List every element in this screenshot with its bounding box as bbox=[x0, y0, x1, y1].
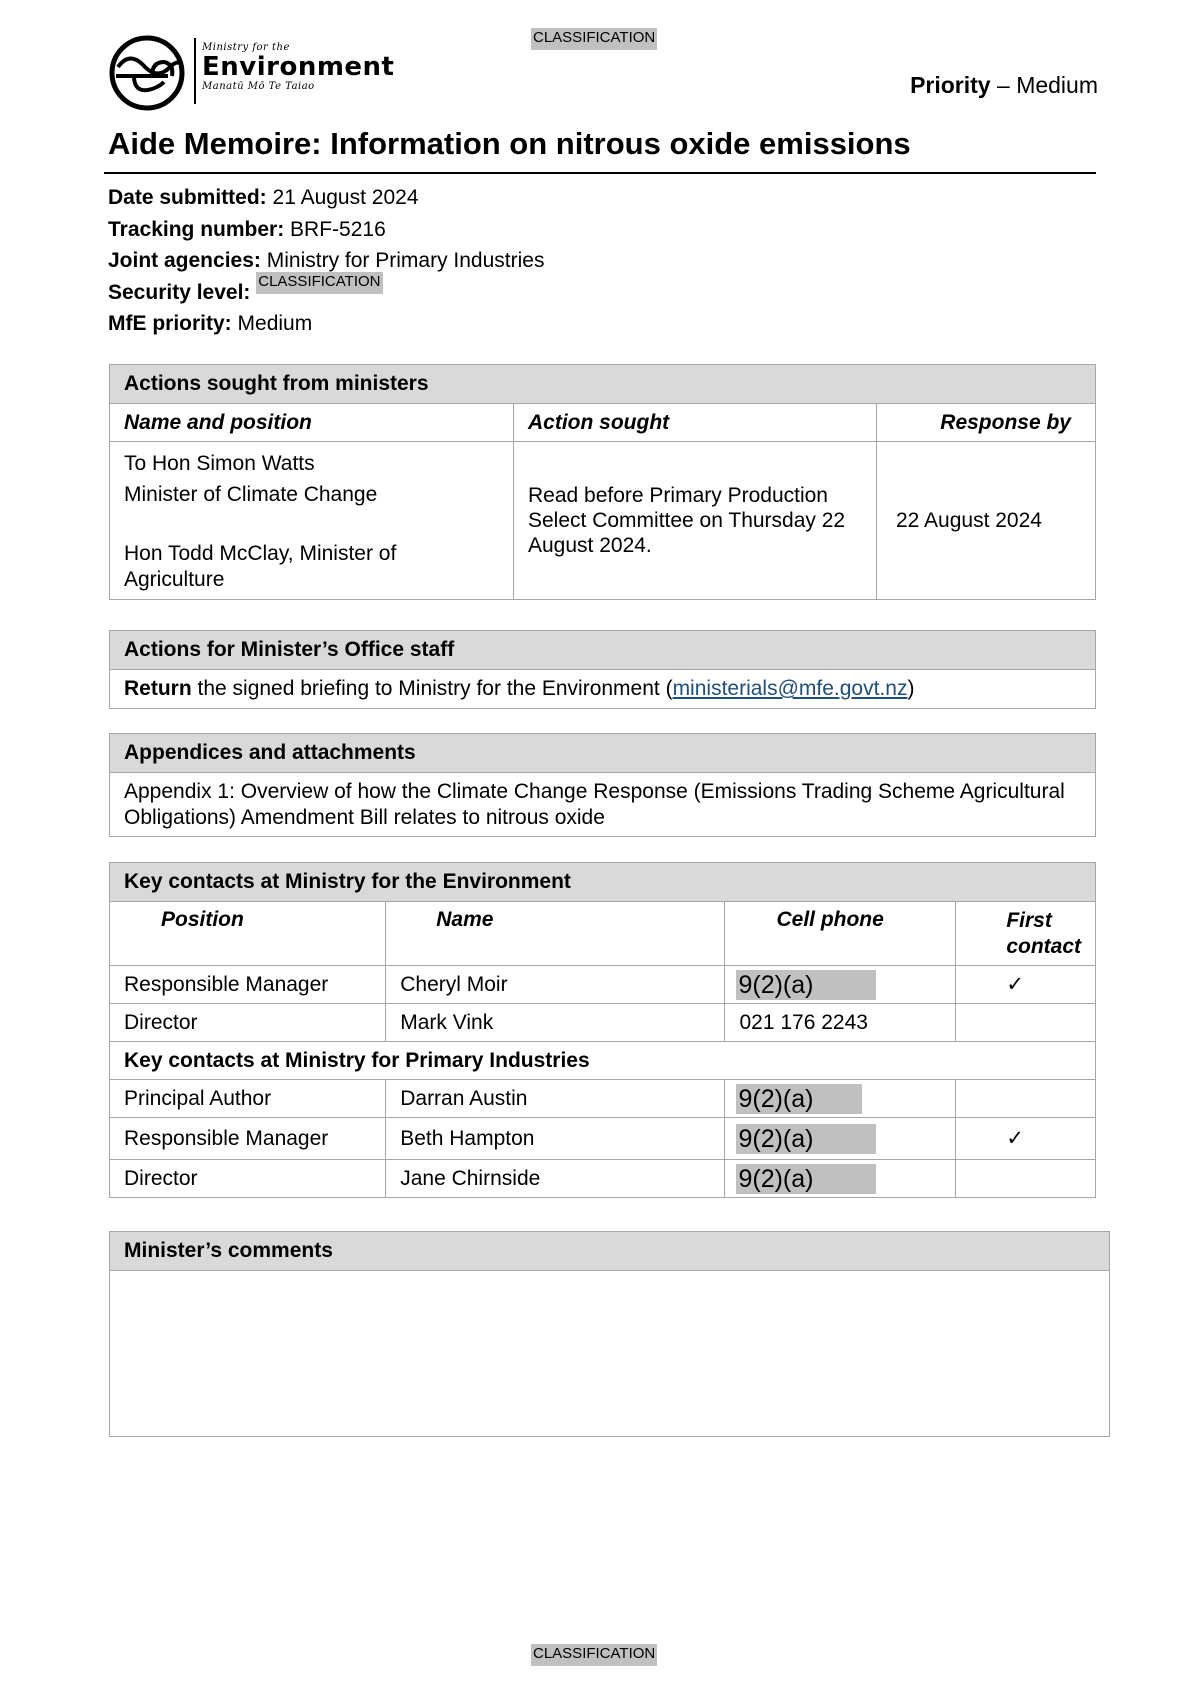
ministers-comments-heading: Minister’s comments bbox=[110, 1232, 1110, 1271]
first-contact-check bbox=[956, 1160, 1096, 1198]
col-cell-phone: Cell phone bbox=[725, 902, 956, 966]
ministerials-email-link[interactable]: ministerials@mfe.govt.nz bbox=[672, 677, 908, 700]
office-staff-table bbox=[109, 630, 1096, 709]
priority-label: Priority bbox=[910, 72, 991, 98]
security-value: CLASSIFICATION bbox=[256, 272, 382, 294]
date-value: 21 August 2024 bbox=[272, 186, 419, 209]
contact-position: Director bbox=[110, 1160, 386, 1198]
first-contact-check bbox=[956, 1080, 1096, 1118]
key-contacts-mpi-heading: Key contacts at Ministry for Primary Industries bbox=[110, 1042, 1096, 1080]
memo-metadata bbox=[108, 182, 544, 340]
contact-position: Principal Author bbox=[110, 1080, 386, 1118]
contact-name: Cheryl Moir bbox=[386, 966, 725, 1004]
appendix-1-text: Appendix 1: Overview of how the Climate Change Response (Emissions Trading Scheme Agricultural Obligations) Amendment Bill relates to nitrous oxide bbox=[110, 773, 1096, 837]
joint-agencies-value: Ministry for Primary Industries bbox=[266, 249, 545, 272]
logo-line1: Ministry for the bbox=[202, 42, 290, 53]
contact-phone-redacted: 9(2)(a) bbox=[736, 970, 876, 1000]
security-label: Security level: bbox=[108, 280, 251, 304]
tracking-label: Tracking number: bbox=[108, 217, 285, 241]
actions-sought-heading: Actions sought from ministers bbox=[110, 365, 1096, 404]
page-title: Aide Memoire: Information on nitrous oxide emissions bbox=[108, 126, 911, 161]
contact-name: Mark Vink bbox=[386, 1004, 725, 1042]
office-staff-heading: Actions for Minister’s Office staff bbox=[110, 631, 1096, 670]
recipients-cell bbox=[110, 442, 514, 600]
table-row bbox=[110, 1004, 1096, 1042]
ministry-logo-icon bbox=[108, 34, 186, 112]
recipient-line-2: Minister of Climate Change bbox=[124, 483, 378, 506]
col-first-contact: First contact bbox=[956, 902, 1096, 966]
contact-phone-redacted: 9(2)(a) bbox=[736, 1124, 876, 1154]
ministry-logo bbox=[106, 32, 396, 112]
key-contacts-table bbox=[109, 862, 1096, 1198]
col-contact-name: Name bbox=[386, 902, 725, 966]
priority-indicator bbox=[910, 72, 1098, 99]
tracking-value: BRF-5216 bbox=[290, 217, 386, 241]
priority-value: Medium bbox=[1016, 72, 1098, 98]
contact-phone: 021 176 2243 bbox=[725, 1004, 956, 1042]
response-by-cell: 22 August 2024 bbox=[877, 442, 1096, 600]
mfe-priority-label: MfE priority: bbox=[108, 312, 232, 335]
joint-agencies-label: Joint agencies: bbox=[108, 249, 261, 272]
action-sought-cell: Read before Primary Production Select Committee on Thursday 22 August 2024. bbox=[514, 442, 877, 600]
appendices-table bbox=[109, 733, 1096, 837]
table-row bbox=[110, 1160, 1096, 1198]
classification-bottom: CLASSIFICATION bbox=[531, 1644, 657, 1666]
ministers-comments-table bbox=[109, 1231, 1110, 1437]
priority-separator: – bbox=[990, 72, 1017, 98]
table-row bbox=[110, 966, 1096, 1004]
contact-phone-redacted: 9(2)(a) bbox=[736, 1084, 862, 1114]
col-name-position: Name and position bbox=[110, 404, 514, 442]
table-row bbox=[110, 1118, 1096, 1160]
key-contacts-mfe-heading: Key contacts at Ministry for the Environment bbox=[110, 863, 1096, 902]
contact-position: Responsible Manager bbox=[110, 1118, 386, 1160]
return-text: the signed briefing to Ministry for the Environment ( bbox=[191, 677, 673, 700]
first-contact-check: ✓ bbox=[956, 966, 1096, 1004]
first-contact-check bbox=[956, 1004, 1096, 1042]
ministers-comments-field[interactable] bbox=[110, 1271, 1110, 1437]
table-row bbox=[110, 1080, 1096, 1118]
return-label: Return bbox=[124, 677, 192, 700]
contact-position: Responsible Manager bbox=[110, 966, 386, 1004]
logo-divider bbox=[194, 38, 196, 104]
col-response-by: Response by bbox=[877, 404, 1096, 442]
col-position: Position bbox=[110, 902, 386, 966]
actions-sought-table bbox=[109, 364, 1096, 600]
contact-name: Jane Chirnside bbox=[386, 1160, 725, 1198]
mfe-priority-value: Medium bbox=[237, 312, 313, 335]
recipient-line-3: Hon Todd McClay, Minister of Agriculture bbox=[124, 542, 397, 591]
contact-phone-redacted: 9(2)(a) bbox=[736, 1164, 876, 1194]
return-close: ) bbox=[907, 677, 915, 700]
recipient-line-1: To Hon Simon Watts bbox=[124, 452, 315, 475]
contact-name: Darran Austin bbox=[386, 1080, 725, 1118]
contact-name: Beth Hampton bbox=[386, 1118, 725, 1160]
contact-position: Director bbox=[110, 1004, 386, 1042]
appendices-heading: Appendices and attachments bbox=[110, 734, 1096, 773]
classification-top: CLASSIFICATION bbox=[531, 28, 657, 50]
logo-line2: Environment bbox=[202, 52, 395, 82]
logo-line3: Manatū Mō Te Taiao bbox=[202, 81, 315, 92]
col-action-sought: Action sought bbox=[514, 404, 877, 442]
date-label: Date submitted: bbox=[108, 186, 267, 209]
office-staff-instruction bbox=[110, 670, 1096, 709]
title-divider bbox=[104, 172, 1096, 174]
first-contact-check: ✓ bbox=[956, 1118, 1096, 1160]
